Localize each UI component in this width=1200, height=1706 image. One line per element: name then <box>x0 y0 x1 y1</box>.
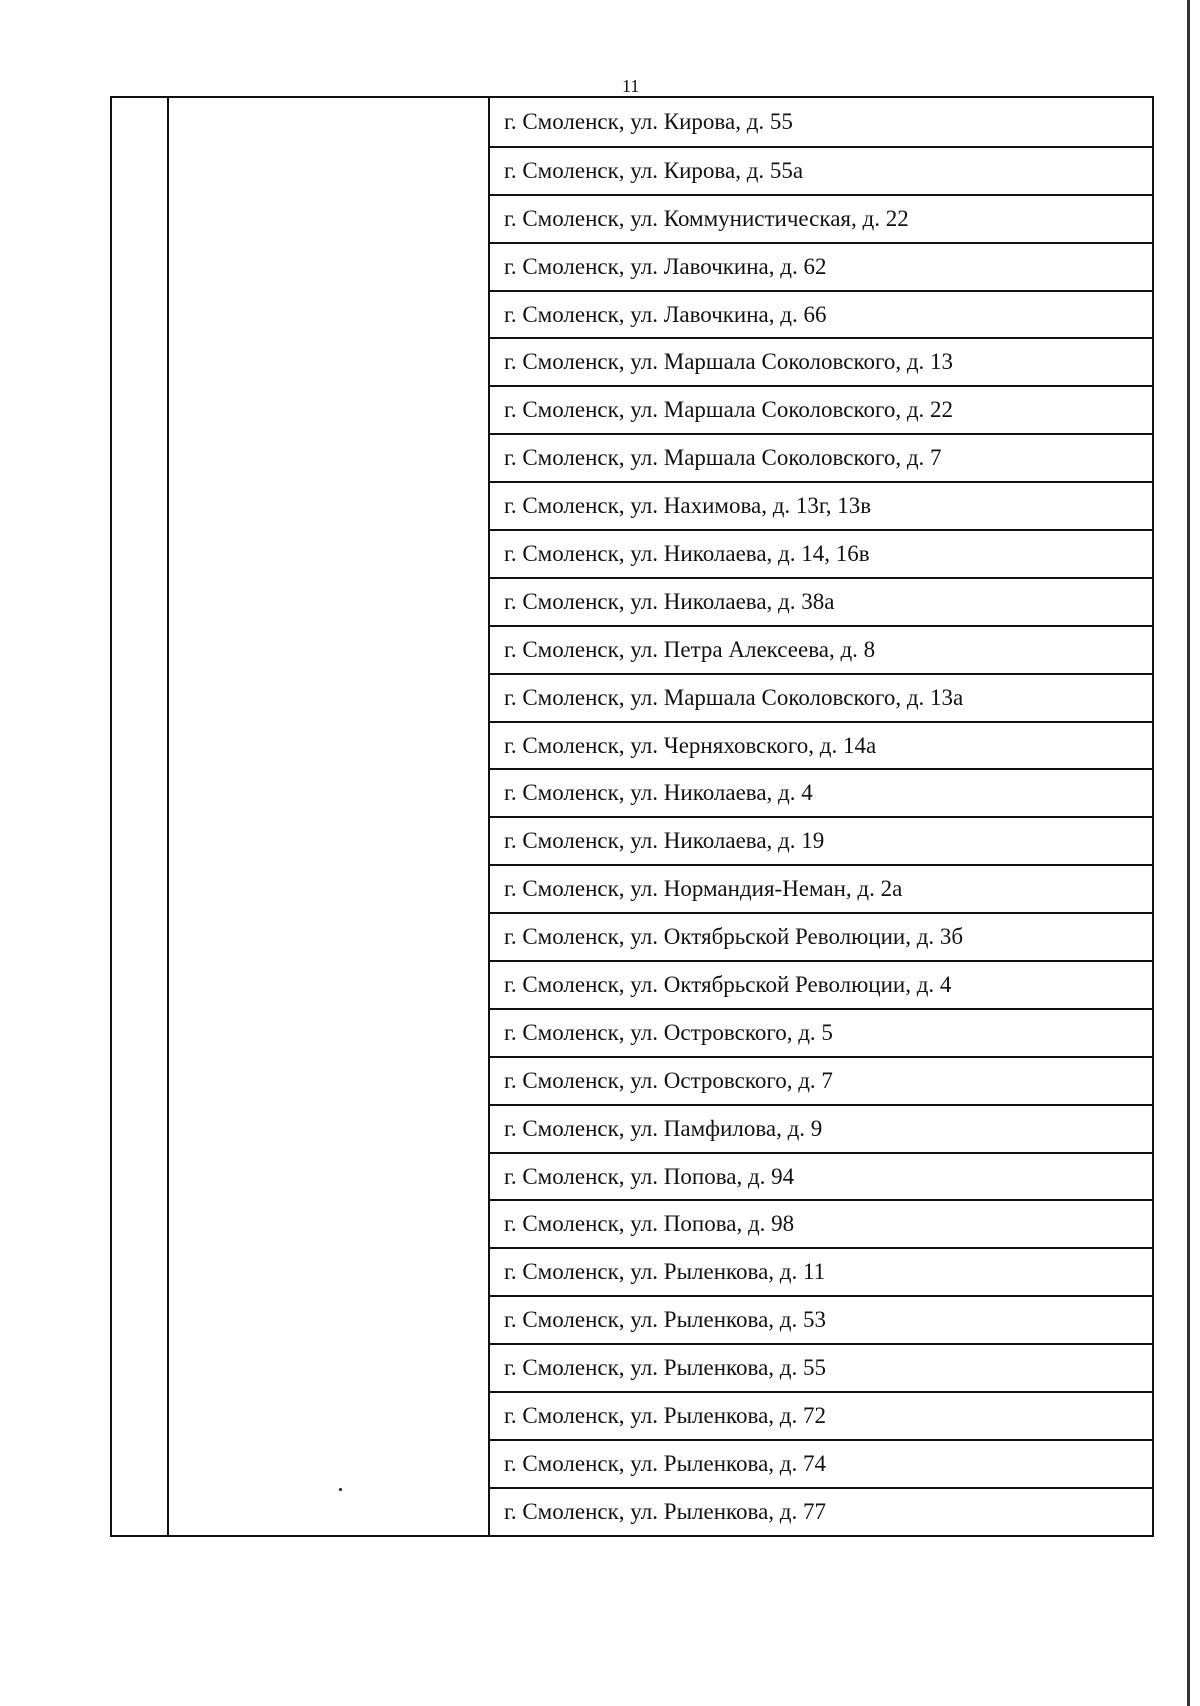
scan-speck <box>339 1488 342 1491</box>
table-row: г. Смоленск, ул. Николаева, д. 14, 16в <box>490 529 1152 577</box>
table-row: г. Смоленск, ул. Петра Алексеева, д. 8 <box>490 625 1152 673</box>
table-column-number <box>112 98 169 1535</box>
page-number: 11 <box>622 76 640 96</box>
table-row: г. Смоленск, ул. Памфилова, д. 9 <box>490 1104 1152 1152</box>
table-row: г. Смоленск, ул. Островского, д. 7 <box>490 1056 1152 1104</box>
table-row: г. Смоленск, ул. Рыленкова, д. 55 <box>490 1343 1152 1391</box>
table-row: г. Смоленск, ул. Кирова, д. 55а <box>490 146 1152 194</box>
table-row: г. Смоленск, ул. Маршала Соколовского, д. 7 <box>490 433 1152 481</box>
table-row: г. Смоленск, ул. Николаева, д. 19 <box>490 816 1152 864</box>
table-row: г. Смоленск, ул. Лавочкина, д. 66 <box>490 290 1152 338</box>
table-row: г. Смоленск, ул. Рыленкова, д. 11 <box>490 1247 1152 1295</box>
table-row: г. Смоленск, ул. Рыленкова, д. 77 <box>490 1487 1152 1535</box>
address-table <box>110 96 1154 1537</box>
table-row: г. Смоленск, ул. Кирова, д. 55 <box>504 108 793 134</box>
table-row: г. Смоленск, ул. Рыленкова, д. 74 <box>490 1439 1152 1487</box>
table-column-name <box>169 98 490 1535</box>
table-row: г. Смоленск, ул. Островского, д. 5 <box>490 1008 1152 1056</box>
table-column-address <box>490 98 1154 1535</box>
table-row: г. Смоленск, ул. Октябрьской Революции, д. 4 <box>490 960 1152 1008</box>
table-row: г. Смоленск, ул. Рыленкова, д. 72 <box>490 1391 1152 1439</box>
table-row: г. Смоленск, ул. Коммунистическая, д. 22 <box>490 194 1152 242</box>
table-row: г. Смоленск, ул. Маршала Соколовского, д. 22 <box>490 385 1152 433</box>
table-row: г. Смоленск, ул. Попова, д. 94 <box>490 1152 1152 1200</box>
table-row: г. Смоленск, ул. Черняховского, д. 14а <box>490 721 1152 769</box>
table-row: г. Смоленск, ул. Попова, д. 98 <box>490 1199 1152 1247</box>
table-row: г. Смоленск, ул. Рыленкова, д. 53 <box>490 1295 1152 1343</box>
table-row: г. Смоленск, ул. Октябрьской Революции, д. 3б <box>490 912 1152 960</box>
scan-edge-line <box>1187 0 1190 1706</box>
table-row: г. Смоленск, ул. Нахимова, д. 13г, 13в <box>490 481 1152 529</box>
table-row: г. Смоленск, ул. Маршала Соколовского, д. 13а <box>490 673 1152 721</box>
table-row: г. Смоленск, ул. Николаева, д. 38а <box>490 577 1152 625</box>
table-row: г. Смоленск, ул. Лавочкина, д. 62 <box>490 242 1152 290</box>
table-row: г. Смоленск, ул. Нормандия-Неман, д. 2а <box>490 864 1152 912</box>
table-row: г. Смоленск, ул. Николаева, д. 4 <box>490 768 1152 816</box>
table-row: г. Смоленск, ул. Маршала Соколовского, д. 13 <box>490 337 1152 385</box>
